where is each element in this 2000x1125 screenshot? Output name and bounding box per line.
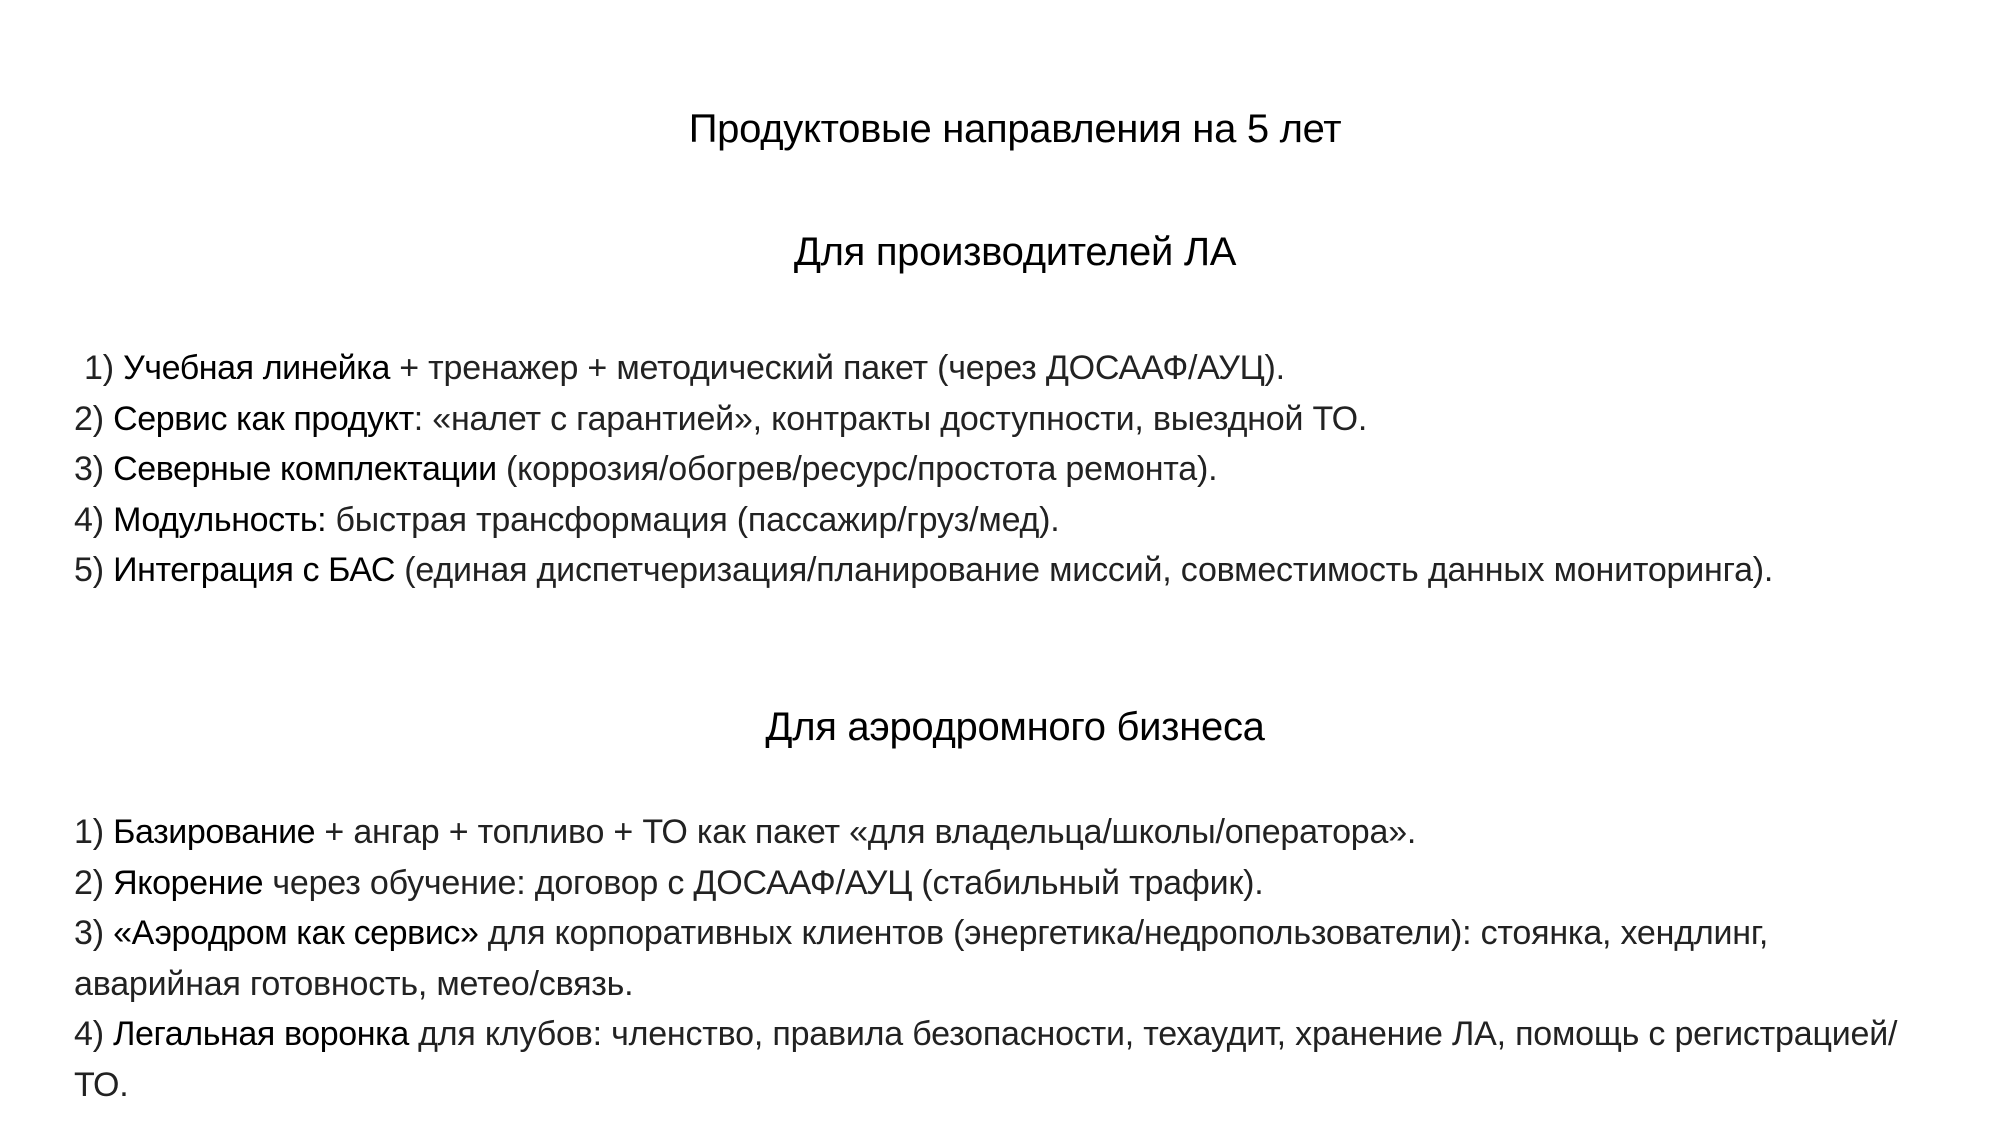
- item-description: для корпоративных клиентов (энергетика/недропользователи): стоянка, хендлинг, аварийная готовность, метео/связь.: [74, 914, 1769, 1003]
- section-title-airfield-business: Для аэродромного бизнеса: [765, 705, 1265, 749]
- item-number: 1): [74, 813, 114, 851]
- manufacturers-list: [74, 343, 1934, 596]
- item-keyword: Учебная линейка: [123, 349, 390, 387]
- section-title-manufacturers: Для производителей ЛА: [793, 230, 1237, 274]
- item-keyword: Якорение: [113, 863, 264, 902]
- item-description: быстрая трансформация (пассажир/груз/мед).: [326, 500, 1060, 539]
- item-number: 4): [74, 500, 114, 539]
- item-description: через обучение: договор с ДОСААФ/АУЦ (стабильный трафик).: [263, 863, 1264, 902]
- item-description: (коррозия/обогрев/ресурс/простота ремонта).: [496, 450, 1218, 488]
- list-item: [74, 858, 1934, 909]
- item-number: 3): [74, 914, 114, 952]
- item-keyword: Модульность:: [113, 500, 327, 539]
- airfield-business-list: [74, 807, 1934, 1110]
- item-number: 2): [74, 863, 114, 902]
- list-item: [74, 1009, 1934, 1110]
- item-description: для клубов: членство, правила безопасности, техаудит, хранение ЛА, помощь с регистрацией/ТО.: [74, 1015, 1898, 1104]
- item-number: 1): [84, 349, 124, 387]
- list-item: [74, 444, 1934, 495]
- list-item: [74, 495, 1934, 546]
- item-keyword: Базирование: [113, 813, 316, 851]
- item-keyword: Интеграция с БАС: [113, 551, 396, 589]
- page-title: Продуктовые направления на 5 лет: [688, 107, 1342, 151]
- list-item: [74, 807, 1934, 858]
- item-number: 4): [74, 1015, 114, 1053]
- list-item: [74, 394, 1934, 445]
- item-description: + ангар + топливо + ТО как пакет «для владельца/школы/оператора».: [315, 813, 1417, 851]
- item-number: 2): [74, 399, 114, 438]
- list-item: [74, 545, 1934, 596]
- item-description: : «налет с гарантией», контракты доступности, выездной ТО.: [413, 399, 1368, 438]
- item-description: + тренажер + методический пакет (через ДОСААФ/АУЦ).: [389, 349, 1285, 387]
- item-keyword: Северные комплектации: [113, 450, 497, 488]
- item-number: 3): [74, 450, 114, 488]
- item-number: 5): [74, 551, 114, 589]
- list-item: [74, 908, 1934, 1009]
- item-keyword: Сервис как продукт: [113, 399, 414, 438]
- list-item: [74, 343, 1934, 394]
- item-description: (единая диспетчеризация/планирование миссий, совместимость данных мониторинга).: [395, 551, 1774, 589]
- item-keyword: Легальная воронка: [113, 1015, 409, 1053]
- item-keyword: «Аэродром как сервис»: [113, 914, 479, 952]
